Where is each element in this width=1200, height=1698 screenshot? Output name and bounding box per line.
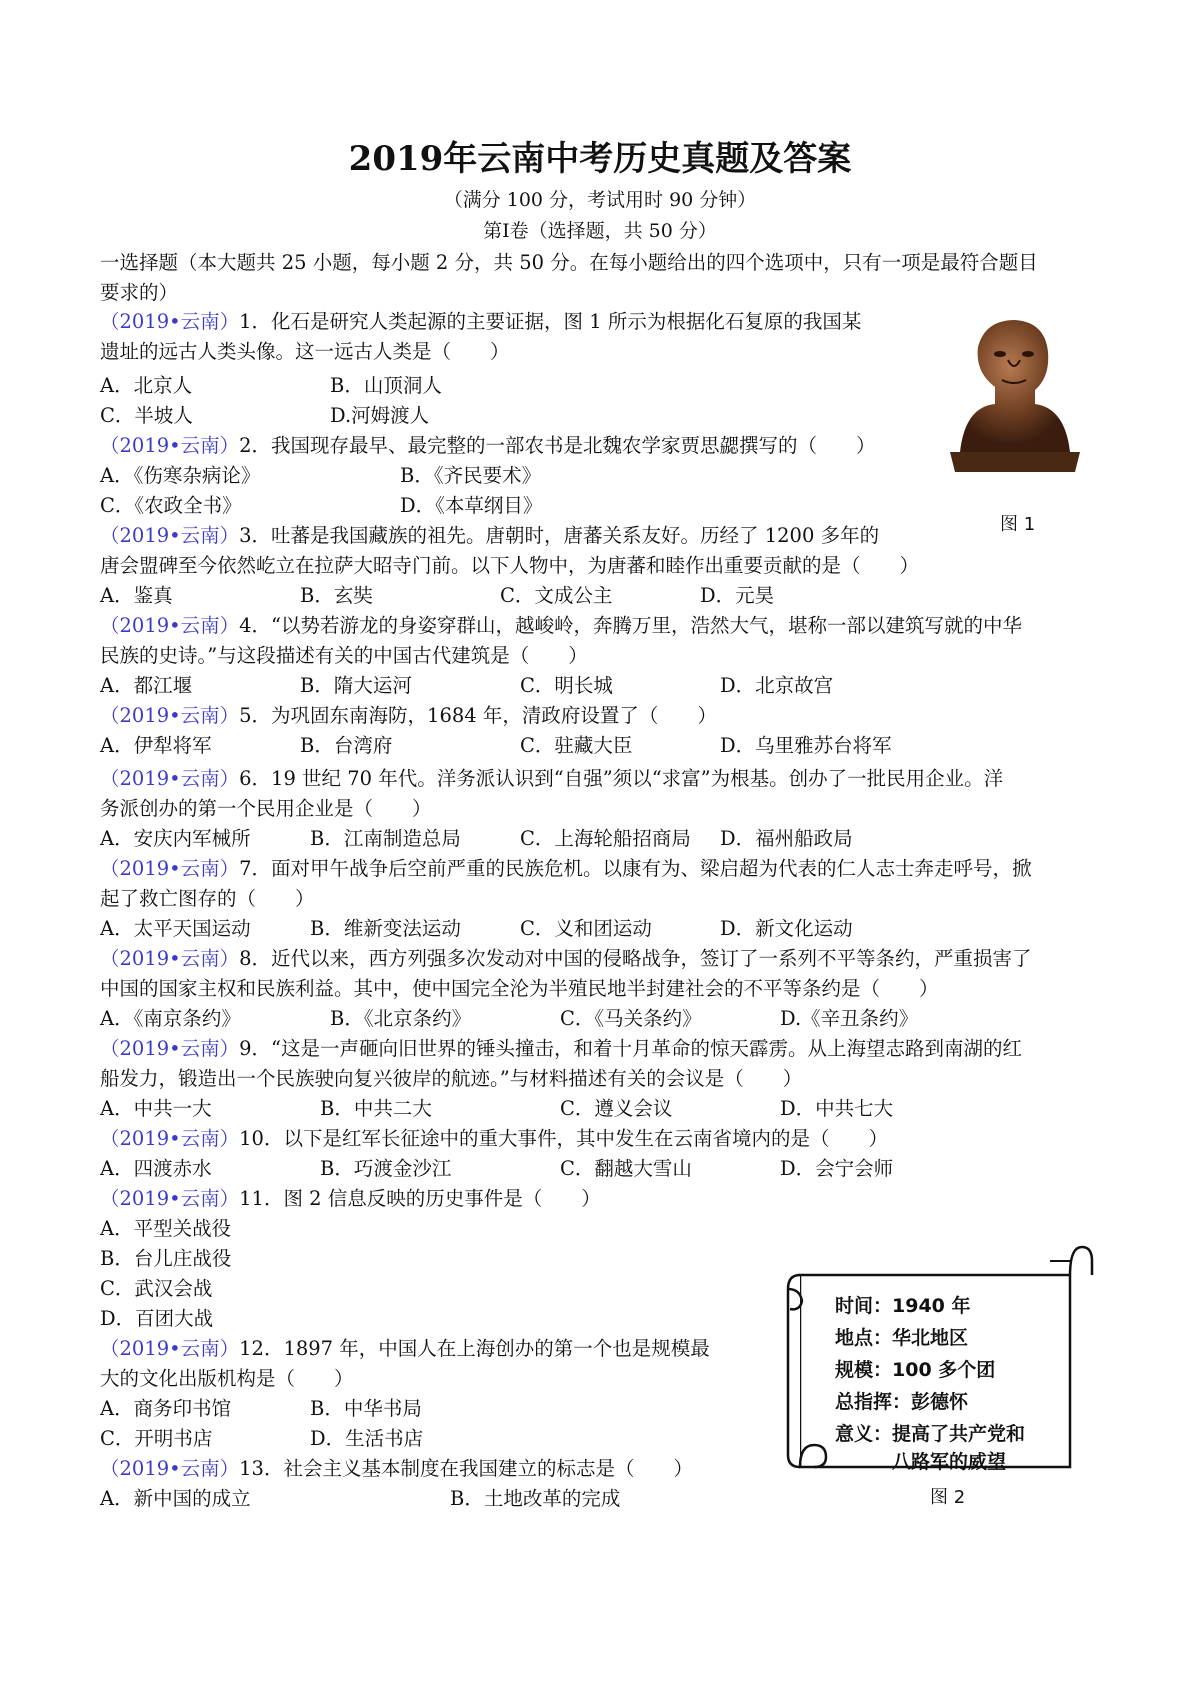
question-12-line-1 — [100, 1333, 710, 1361]
question-source-tag: （2019•云南） — [100, 1457, 240, 1480]
fossil-bust-image — [940, 312, 1090, 482]
question-2-option-b: B．《齐民要术》 — [400, 464, 542, 487]
question-text: 遗址的远古人类头像。这一远古人类是（ ） — [100, 340, 510, 363]
figure-1-caption: 图 1 — [1000, 514, 1036, 535]
question-11-option-a: A．平型关战役 — [100, 1217, 232, 1240]
question-4-line-2 — [100, 640, 588, 668]
question-11-option-b: B．台儿庄战役 — [100, 1247, 232, 1270]
question-text: 2．我国现存最早、最完整的一部农书是北魏农学家贾思勰撰写的（ ） — [239, 434, 876, 457]
instructions-line-2: 要求的） — [100, 281, 179, 304]
figure-2 — [780, 1235, 1100, 1508]
question-1-option-b: B．山顶洞人 — [330, 374, 442, 397]
question-source-tag: （2019•云南） — [100, 947, 240, 970]
question-text: 9．“这是一声砸向旧世界的锤头撞击，和着十月革命的惊天霹雳。从上海望志路到南湖的红 — [239, 1037, 1023, 1060]
scroll-line-6: 八路军的威望 — [835, 1451, 1007, 1473]
question-text: 10．以下是红军长征途中的重大事件，其中发生在云南省境内的是（ ） — [239, 1127, 888, 1150]
question-13-option-a: A．新中国的成立 — [100, 1487, 251, 1510]
question-10-option-d: D．会宁会师 — [780, 1157, 894, 1180]
question-9-line-1 — [100, 1033, 1022, 1061]
question-5-option-c: C．驻藏大臣 — [520, 734, 633, 757]
question-13-line-1 — [100, 1453, 693, 1481]
question-5-line-1 — [100, 700, 717, 728]
question-11-option-c: C．武汉会战 — [100, 1277, 213, 1300]
figure-2-caption: 图 2 — [930, 1487, 966, 1508]
question-text: 8．近代以来，西方列强多次发动对中国的侵略战争，签订了一系列不平等条约，严重损害了 — [239, 947, 1032, 970]
question-source-tag: （2019•云南） — [100, 1127, 240, 1150]
question-3-option-c: C．文成公主 — [500, 584, 613, 607]
question-text: 13．社会主义基本制度在我国建立的标志是（ ） — [239, 1457, 693, 1480]
question-4-line-1 — [100, 610, 1022, 638]
question-text: 1．化石是研究人类起源的主要证据，图 1 所示为根据化石复原的我国某 — [239, 310, 862, 333]
question-6-option-d: D．福州船政局 — [720, 827, 853, 850]
question-text: 民族的史诗。”与这段描述有关的中国古代建筑是（ ） — [100, 644, 588, 667]
question-1-option-d: D.河姆渡人 — [330, 404, 430, 427]
question-text: 大的文化出版机构是（ ） — [100, 1367, 354, 1390]
question-4-option-c: C．明长城 — [520, 674, 613, 697]
question-text: 中国的国家主权和民族利益。其中，使中国完全沦为半殖民地半封建社会的不平等条约是（ ） — [100, 977, 939, 1000]
question-12-option-c: C．开明书店 — [100, 1427, 213, 1450]
scroll-line-5: 意义：提高了共产党和 — [835, 1423, 1026, 1445]
exam-subtitle: （满分 100 分，考试用时 90 分钟） — [443, 189, 757, 211]
question-7-option-d: D．新文化运动 — [720, 917, 853, 940]
question-5-option-b: B．台湾府 — [300, 734, 393, 757]
scroll-line-2: 地点：华北地区 — [835, 1327, 969, 1349]
question-source-tag: （2019•云南） — [100, 434, 240, 457]
question-1-line-1 — [100, 306, 861, 334]
question-6-option-c: C．上海轮船招商局 — [520, 827, 691, 850]
question-text: 6．19 世纪 70 年代。洋务派认识到“自强”须以“求富”为根基。创办了一批民用企业。洋 — [239, 767, 1004, 790]
question-text: 11．图 2 信息反映的历史事件是（ ） — [239, 1187, 601, 1210]
question-3-line-2 — [100, 550, 919, 578]
question-source-tag: （2019•云南） — [100, 857, 240, 880]
question-12-option-b: B．中华书局 — [310, 1397, 422, 1420]
question-3-option-d: D．元昊 — [700, 584, 775, 607]
question-6-line-2 — [100, 793, 432, 821]
question-9-option-d: D．中共七大 — [780, 1097, 894, 1120]
question-source-tag: （2019•云南） — [100, 1337, 240, 1360]
question-8-option-c: C．《马关条约》 — [560, 1007, 702, 1030]
question-10-option-a: A．四渡赤水 — [100, 1157, 212, 1180]
question-7-line-2 — [100, 883, 315, 911]
question-3-line-1 — [100, 520, 879, 548]
question-source-tag: （2019•云南） — [100, 1037, 240, 1060]
question-4-option-b: B．隋大运河 — [300, 674, 412, 697]
question-12-line-2 — [100, 1363, 354, 1391]
question-text: 4．“以势若游龙的身姿穿群山，越峻岭，奔腾万里，浩然大气，堪称一部以建筑写就的中华 — [239, 614, 1023, 637]
question-11-line-1 — [100, 1183, 601, 1211]
question-8-line-2 — [100, 973, 939, 1001]
page-title: 2019年云南中考历史真题及答案 — [348, 139, 852, 179]
question-source-tag: （2019•云南） — [100, 614, 240, 637]
question-7-option-b: B．维新变法运动 — [310, 917, 461, 940]
question-7-option-c: C．义和团运动 — [520, 917, 652, 940]
question-9-option-b: B．中共二大 — [320, 1097, 432, 1120]
question-3-option-b: B．玄奘 — [300, 584, 373, 607]
question-4-option-d: D．北京故宫 — [720, 674, 834, 697]
question-7-option-a: A．太平天国运动 — [100, 917, 251, 940]
question-text: 务派创办的第一个民用企业是（ ） — [100, 797, 432, 820]
question-8-option-b: B．《北京条约》 — [330, 1007, 472, 1030]
figure-1 — [940, 312, 1090, 535]
section-heading: 第Ⅰ卷（选择题，共 50 分） — [483, 220, 717, 242]
question-10-line-1 — [100, 1123, 888, 1151]
question-4-option-a: A．都江堰 — [100, 674, 193, 697]
question-source-tag: （2019•云南） — [100, 1187, 240, 1210]
question-1-line-2 — [100, 336, 510, 364]
question-text: 12．1897 年，中国人在上海创办的第一个也是规模最 — [239, 1337, 710, 1360]
question-6-option-b: B．江南制造总局 — [310, 827, 461, 850]
question-9-line-2 — [100, 1063, 802, 1091]
question-text: 唐会盟碑至今依然屹立在拉萨大昭寺门前。以下人物中，为唐蕃和睦作出重要贡献的是（ ） — [100, 554, 920, 577]
question-8-line-1 — [100, 943, 1032, 971]
question-6-line-1 — [100, 763, 1003, 791]
question-6-option-a: A．安庆内军械所 — [100, 827, 251, 850]
question-8-option-d: D.《辛丑条约》 — [780, 1007, 919, 1030]
instructions-line-1: 一选择题（本大题共 25 小题，每小题 2 分，共 50 分。在每小题给出的四个选项中，只有一项是最符合题目 — [100, 251, 1038, 274]
scroll-line-3: 规模：100 多个团 — [835, 1359, 996, 1381]
question-12-option-d: D．生活书店 — [310, 1427, 424, 1450]
question-13-option-b: B．土地改革的完成 — [450, 1487, 621, 1510]
question-8-option-a: A．《南京条约》 — [100, 1007, 241, 1030]
question-10-option-c: C．翻越大雪山 — [560, 1157, 692, 1180]
question-11-option-d: D．百团大战 — [100, 1307, 214, 1330]
question-text: 3．吐蕃是我国藏族的祖先。唐朝时，唐蕃关系友好。历经了 1200 多年的 — [239, 524, 880, 547]
question-10-option-b: B．巧渡金沙江 — [320, 1157, 452, 1180]
question-2-option-c: C．《农政全书》 — [100, 494, 242, 517]
question-1-option-a: A．北京人 — [100, 374, 193, 397]
question-source-tag: （2019•云南） — [100, 704, 240, 727]
question-9-option-a: A．中共一大 — [100, 1097, 212, 1120]
question-text: 7．面对甲午战争后空前严重的民族危机。以康有为、梁启超为代表的仁人志士奔走呼号，掀 — [239, 857, 1032, 880]
question-source-tag: （2019•云南） — [100, 524, 240, 547]
question-5-option-d: D．乌里雅苏台将军 — [720, 734, 892, 757]
question-3-option-a: A．鉴真 — [100, 584, 173, 607]
question-text: 船发力，锻造出一个民族驶向复兴彼岸的航迹。”与材料描述有关的会议是（ ） — [100, 1067, 803, 1090]
question-2-option-d: D．《本草纲目》 — [400, 494, 543, 517]
scroll-line-1: 时间：1940 年 — [835, 1295, 971, 1317]
question-12-option-a: A．商务印书馆 — [100, 1397, 232, 1420]
question-2-line-1 — [100, 430, 876, 458]
question-9-option-c: C．遵义会议 — [560, 1097, 673, 1120]
question-source-tag: （2019•云南） — [100, 310, 240, 333]
question-1-option-c: C．半坡人 — [100, 404, 193, 427]
question-text: 5．为巩固东南海防，1684 年，清政府设置了（ ） — [239, 704, 717, 727]
question-7-line-1 — [100, 853, 1032, 881]
question-text: 起了救亡图存的（ ） — [100, 887, 315, 910]
question-5-option-a: A．伊犁将军 — [100, 734, 212, 757]
question-source-tag: （2019•云南） — [100, 767, 240, 790]
question-2-option-a: A．《伤寒杂病论》 — [100, 464, 261, 487]
scroll-line-4: 总指挥：彭德怀 — [835, 1391, 969, 1413]
